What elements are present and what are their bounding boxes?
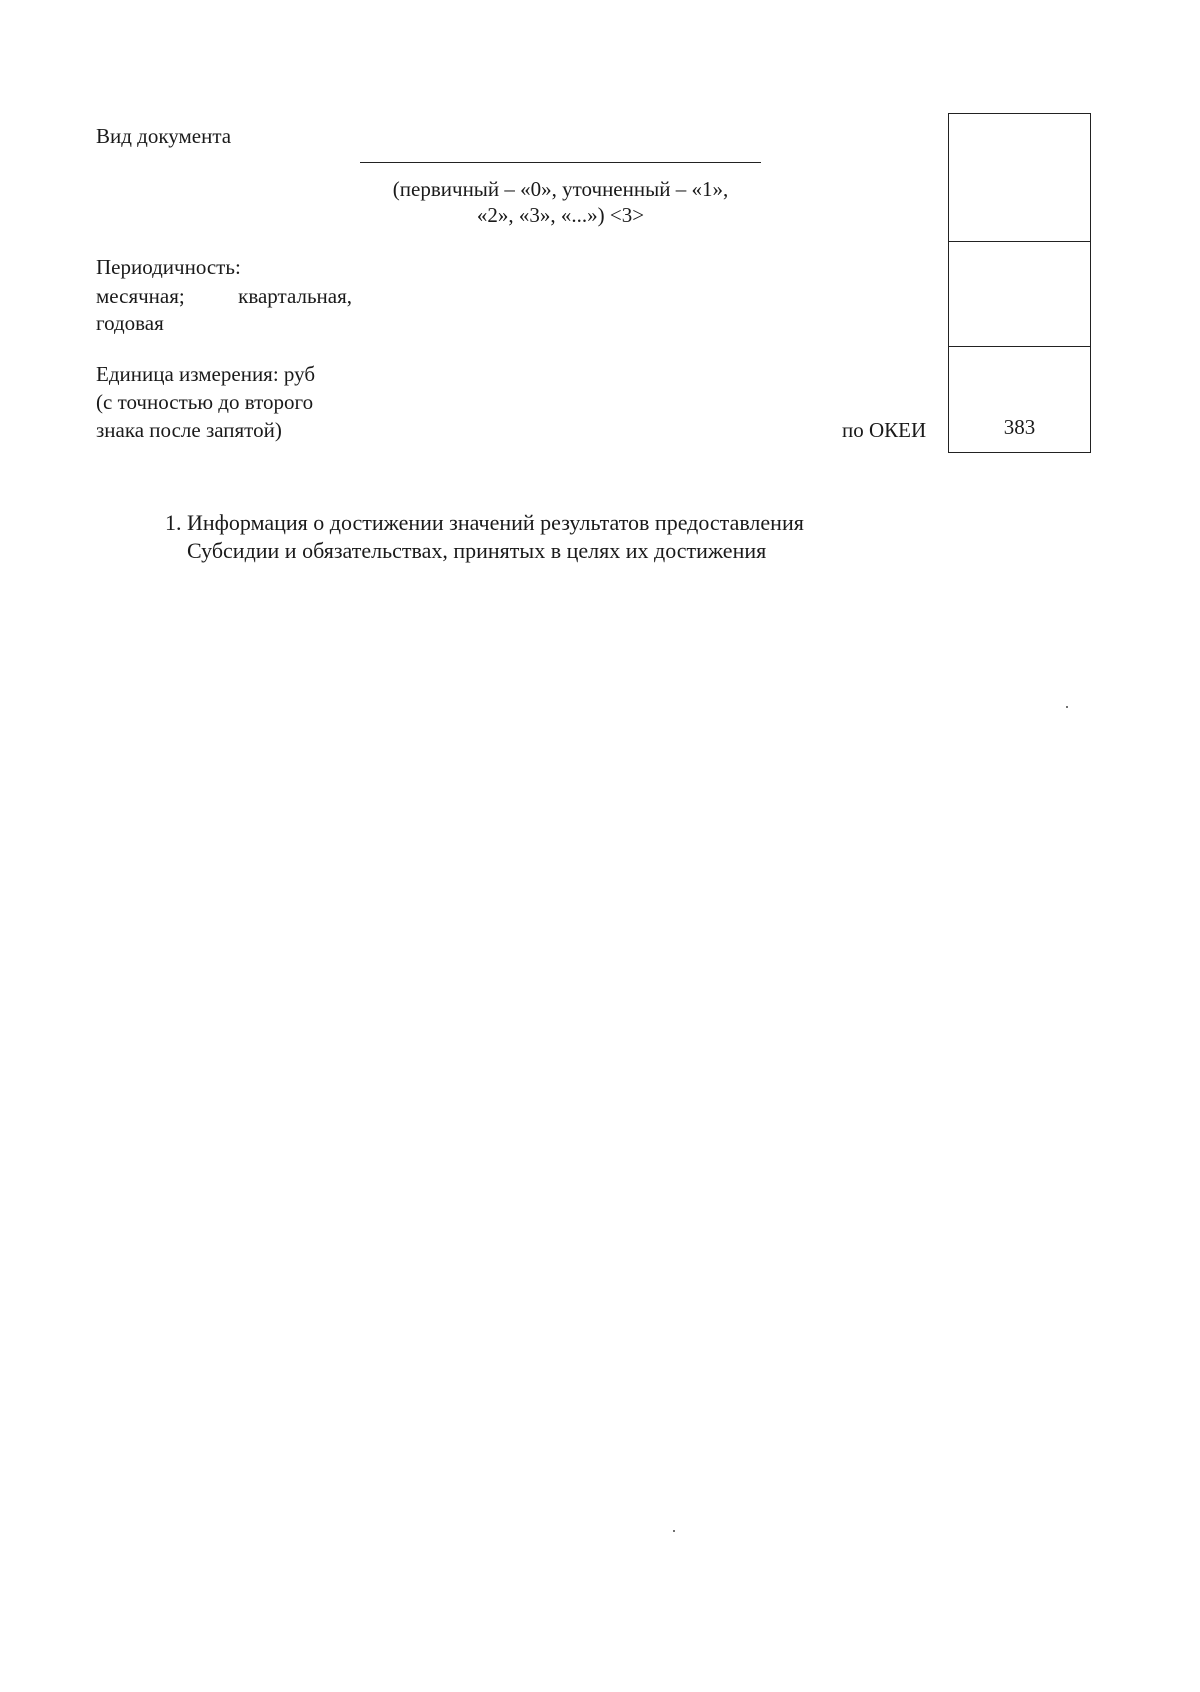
okei-code-cell [949,347,1090,451]
periodicity-option-quarterly: квартальная, [238,284,352,308]
document-type-hint [360,176,761,228]
document-type-fill-line [360,162,761,163]
scan-speck [1066,706,1068,708]
section-1-heading [165,509,804,565]
periodicity-options-row [96,282,352,310]
codes-box [948,113,1091,453]
document-type-hint-line-1: (первичный – «0», уточненный – «1», [392,177,729,201]
periodicity-option-annual: годовая [96,311,164,335]
document-type-label: Вид документа [96,124,232,148]
document-type-code-cell[interactable] [949,114,1090,242]
periodicity-title: Периодичность: [96,255,241,279]
document-type-hint-line-2: «2», «3», «...») <3> [476,203,645,227]
periodicity-code-cell[interactable] [949,242,1090,347]
section-1-heading-line-2: Субсидии и обязательствах, принятых в целях их достижения [187,538,767,563]
unit-label-line-3: знака после запятой) [96,418,282,442]
section-1-heading-line-1: 1. Информация о достижении значений результатов предоставления [165,510,804,535]
okei-code-value: 383 [1003,415,1036,439]
unit-label-line-2: (с точностью до второго [96,390,314,414]
okei-label: по ОКЕИ [842,418,927,442]
periodicity-option-monthly: месячная; [96,284,185,308]
unit-label-line-1: Единица измерения: руб [96,362,316,386]
scan-speck [673,1530,675,1532]
